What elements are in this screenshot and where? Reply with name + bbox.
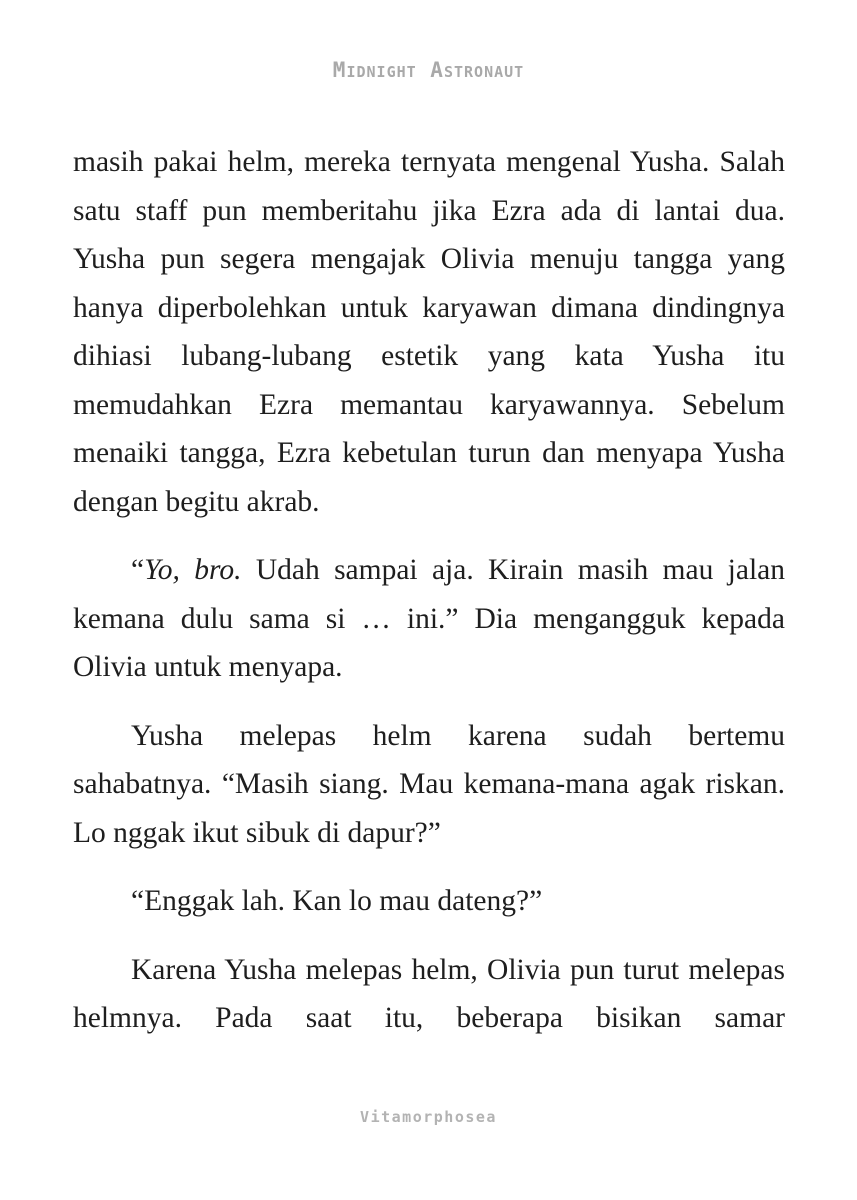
- paragraph-2: [73, 546, 785, 692]
- running-footer: [0, 1108, 857, 1126]
- paragraph-5: Karena Yusha melepas helm, Olivia pun turut melepas helmnya. Pada saat itu, beberapa bisikan samar: [73, 953, 785, 1034]
- running-header: [0, 58, 857, 82]
- body-text: [73, 138, 785, 1063]
- italic-phrase: Yo, bro.: [144, 554, 242, 586]
- paragraph-2-rest: Udah sampai aja. Kirain masih mau jalan kemana dulu sama si … ini.” Dia mengangguk kepada Olivia untuk menyapa.: [73, 554, 785, 683]
- paragraph-3: Yusha melepas helm karena sudah bertemu sahabatnya. “Masih siang. Mau kemana-mana agak riskan. Lo nggak ikut sibuk di dapur?”: [73, 719, 785, 849]
- paragraph-4: “Enggak lah. Kan lo mau dateng?”: [131, 885, 543, 917]
- author-name: Vitamorphosea: [360, 1108, 497, 1126]
- paragraph-1: masih pakai helm, mereka ternyata mengenal Yusha. Salah satu staff pun memberitahu jika Ezra ada di lantai dua. Yusha pun segera mengajak Olivia menuju tangga yang hanya diperbolehkan untuk karyawan dimana dindingnya dihiasi lubang-lubang estetik yang kata Yusha itu memudahkan Ezra memantau karyawannya. Sebelum menaiki tangga, Ezra kebetulan turun dan menyapa Yusha dengan begitu akrab.: [73, 146, 785, 518]
- open-quote: “: [131, 554, 145, 586]
- book-title: Midnight Astronaut: [332, 58, 525, 82]
